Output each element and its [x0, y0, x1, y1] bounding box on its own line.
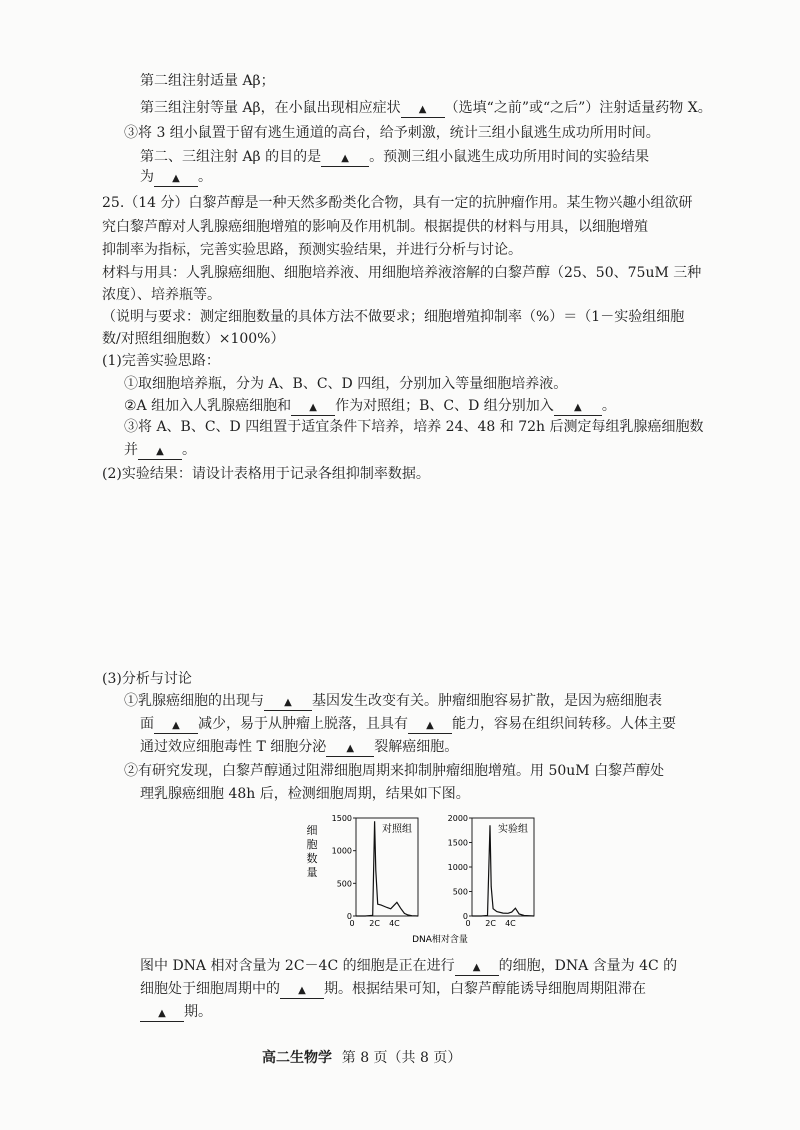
- answer-blank[interactable]: ▲: [321, 152, 369, 167]
- chart-ylabel-char: 量: [306, 866, 318, 879]
- text-line: ②A 组加入人乳腺癌细胞和 ▲ 作为对照组；B、C、D 组分别加入 ▲ 。: [124, 398, 616, 414]
- chart-ylabel-char: 胞: [306, 838, 318, 851]
- section-heading: (3)分析与讨论: [102, 671, 192, 687]
- x-tick-label: 2C: [369, 919, 380, 928]
- y-tick-label: 1000: [331, 846, 352, 856]
- answer-blank[interactable]: ▲: [455, 961, 499, 976]
- y-tick-label: 1000: [447, 863, 468, 872]
- text-line: ▲ 期。: [140, 1003, 212, 1022]
- text-line: 抑制率为指标，完善实验思路，预测实验结果，并进行分析与讨论。: [102, 242, 522, 258]
- text-line: 材料与用具：人乳腺癌细胞、细胞培养液、用细胞培养液溶解的白黎芦醇（25、50、75uM 三种: [102, 265, 702, 281]
- text-line: 细胞处于细胞周期中的 ▲ 期。根据结果可知，白黎芦醇能诱导细胞周期阻滞在: [140, 981, 646, 997]
- answer-blank[interactable]: ▲: [291, 401, 335, 416]
- chart-ylabel: [307, 824, 318, 879]
- chart-title: 实验组: [498, 824, 528, 835]
- answer-blank[interactable]: ▲: [280, 984, 324, 999]
- footer-page: 第 8 页（共 8 页）: [341, 1050, 462, 1066]
- answer-blank[interactable]: ▲: [140, 1007, 184, 1022]
- experiment-group-chart: [448, 814, 534, 928]
- question-25-header: 25.（14 分）白黎芦醇是一种天然多酚类化合物，具有一定的抗肿瘤作用。某生物兴趣小组欲研: [102, 195, 693, 211]
- x-tick-label: 4C: [505, 919, 516, 928]
- text-line: ③将 3 组小鼠置于留有逃生通道的高台，给予刺激，统计三组小鼠逃生成功所用时间。: [124, 125, 660, 141]
- answer-blank[interactable]: ▲: [154, 719, 198, 734]
- text-line: ②有研究发现，白黎芦醇通过阻滞细胞周期来抑制肿瘤细胞增殖。用 50uM 白黎芦醇处: [124, 763, 665, 779]
- y-tick-label: 2000: [447, 814, 468, 823]
- answer-blank[interactable]: ▲: [554, 401, 602, 416]
- x-tick-label: 0: [349, 919, 355, 928]
- answer-blank[interactable]: ▲: [326, 742, 374, 757]
- cell-cycle-figure: [300, 808, 560, 948]
- y-tick-label: 0: [346, 912, 352, 921]
- section-heading: (1)完善实验思路：: [102, 353, 220, 369]
- text-line: 浓度）、培养瓶等。: [102, 287, 221, 303]
- text-line: 图中 DNA 相对含量为 2C－4C 的细胞是正在进行 ▲ 的细胞，DNA 含量为 4C 的: [140, 958, 678, 974]
- y-tick-label: 500: [452, 887, 468, 897]
- y-tick-label: 0: [462, 912, 468, 921]
- chart-title: 对照组: [382, 824, 412, 835]
- text-line: 理乳腺癌细胞 48h 后，检测细胞周期，结果如下图。: [140, 786, 470, 802]
- x-tick-label: 0: [465, 919, 471, 928]
- chart-ylabel-char: 细: [306, 824, 318, 837]
- page-footer: [262, 1049, 461, 1067]
- text-line: 面 ▲ 减少，易于从肿瘤上脱落，且具有 ▲ 能力，容易在组织间转移。人体主要: [140, 716, 676, 732]
- text-line: 为 ▲ 。: [140, 169, 212, 185]
- text-line: （说明与要求：测定细胞数量的具体方法不做要求；细胞增殖抑制率（%）＝（1－实验组细胞: [102, 309, 685, 325]
- text-line: 第二、三组注射 Aβ 的目的是 ▲ 。预测三组小鼠逃生成功所用时间的实验结果: [140, 149, 650, 165]
- control-group-chart: [332, 814, 418, 928]
- text-line: 究白黎芦醇对人乳腺癌细胞增殖的影响及作用机制。根据提供的材料与用具，以细胞增殖: [102, 219, 648, 235]
- text-line: ③将 A、B、C、D 四组置于适宜条件下培养，培养 24、48 和 72h 后测定每组乳腺癌细胞数: [124, 419, 704, 435]
- answer-blank[interactable]: ▲: [408, 719, 452, 734]
- text-line: ①取细胞培养瓶，分为 A、B、C、D 四组，分别加入等量细胞培养液。: [124, 376, 568, 392]
- y-tick-label: 1500: [331, 814, 352, 823]
- text-line: 通过效应细胞毒性 T 细胞分泌 ▲ 裂解癌细胞。: [140, 739, 459, 755]
- y-tick-label: 500: [336, 879, 352, 889]
- answer-blank[interactable]: ▲: [264, 696, 312, 711]
- y-tick-label: 1500: [447, 838, 468, 848]
- chart-xlabel: DNA相对含量: [412, 935, 468, 945]
- x-tick-label: 2C: [485, 919, 496, 928]
- text-line: ①乳腺癌细胞的出现与 ▲ 基因发生改变有关。肿瘤细胞容易扩散，是因为癌细胞表: [124, 693, 662, 709]
- text-line: 数/对照组细胞数）×100%）: [102, 331, 285, 347]
- text-line: 第三组注射等量 Aβ，在小鼠出现相应症状 ▲ （选填“之前”或“之后”）注射适量药物 X。: [140, 100, 712, 116]
- chart-ylabel-char: 数: [306, 852, 318, 865]
- histogram-line: [472, 825, 534, 916]
- x-tick-label: 4C: [389, 919, 400, 928]
- footer-subject: 高二生物学: [262, 1050, 332, 1066]
- histogram-line: [356, 821, 418, 916]
- answer-blank[interactable]: ▲: [401, 103, 445, 118]
- text-line: 并 ▲ 。: [124, 442, 196, 458]
- answer-blank[interactable]: ▲: [138, 445, 182, 460]
- section-heading: (2)实验结果：请设计表格用于记录各组抑制率数据。: [102, 466, 430, 482]
- text-line: 第二组注射适量 Aβ；: [140, 73, 275, 89]
- answer-blank[interactable]: ▲: [154, 172, 198, 187]
